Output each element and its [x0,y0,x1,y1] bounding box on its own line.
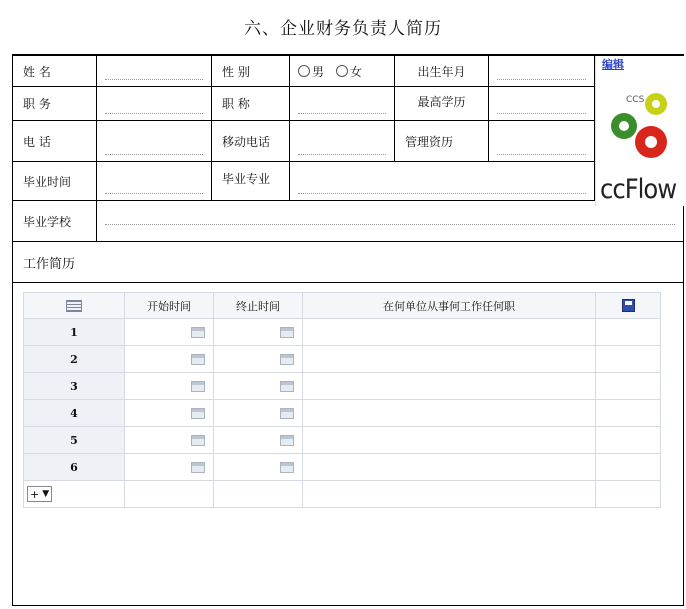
calendar-icon[interactable] [191,462,205,473]
chevron-down-icon: ▼ [42,489,50,499]
form-row-2 [13,87,683,121]
table-save-cell [596,293,661,319]
grad-time-field-cell [97,162,212,200]
col-start-time: 开始时间 [125,293,214,319]
row-number: 5 [24,427,125,454]
grad-time-label: 毕业时间 [13,162,97,200]
mobile-label: 移动电话 [212,121,290,161]
ccflow-logo-text: ccFlow [600,174,677,205]
major-label: 毕业专业 [212,162,290,200]
row-extra-cell [596,319,661,346]
job-title-field[interactable] [298,99,386,114]
position-label: 职 务 [13,87,97,120]
education-field[interactable] [497,99,586,114]
grad-time-field[interactable] [105,179,203,194]
row-number: 4 [24,400,125,427]
school-field[interactable] [105,210,675,225]
col-end-time: 终止时间 [214,293,303,319]
empty-cell [303,481,596,508]
table-row [24,427,661,454]
col-work-unit: 在何单位从事何工作任何职 [303,293,596,319]
work-history-table [23,292,661,508]
table-row [24,373,661,400]
table-menu-cell [24,293,125,319]
calendar-icon[interactable] [191,354,205,365]
gear-red-icon [635,126,667,158]
calendar-icon[interactable] [280,408,294,419]
table-row [24,400,661,427]
add-row-label: + [30,487,40,501]
major-field[interactable] [298,179,586,194]
education-label: 最高学历 [395,87,489,120]
work-unit-cell[interactable] [303,373,596,400]
mobile-field-cell [290,121,395,161]
name-label: 姓 名 [13,56,97,86]
row-extra-cell [596,346,661,373]
table-add-row [24,481,661,508]
end-date-cell[interactable] [214,319,303,346]
calendar-icon[interactable] [280,435,294,446]
calendar-icon[interactable] [191,381,205,392]
empty-cell [125,481,214,508]
row-extra-cell [596,373,661,400]
birth-field-cell [489,56,595,86]
work-history-header [13,242,683,283]
gear-green-icon [611,113,637,139]
start-date-cell[interactable] [125,346,214,373]
end-date-cell[interactable] [214,454,303,481]
job-title-field-cell [290,87,395,120]
row-number: 6 [24,454,125,481]
add-row-cell [24,481,125,508]
calendar-icon[interactable] [280,354,294,365]
work-history-label: 工作简历 [23,256,76,272]
end-date-cell[interactable] [214,373,303,400]
work-unit-cell[interactable] [303,346,596,373]
table-row [24,454,661,481]
row-extra-cell [596,454,661,481]
table-row [24,319,661,346]
major-field-cell [290,162,595,200]
phone-label: 电 话 [13,121,97,161]
empty-cell [214,481,303,508]
resume-form [12,54,684,606]
row-extra-cell [596,427,661,454]
work-unit-cell[interactable] [303,319,596,346]
table-row [24,346,661,373]
table-menu-icon[interactable] [66,300,82,312]
calendar-icon[interactable] [191,327,205,338]
row-number: 3 [24,373,125,400]
form-row-5 [13,201,683,242]
gear-yellow-icon [645,93,667,115]
calendar-icon[interactable] [191,408,205,419]
school-label: 毕业学校 [13,201,97,241]
gender-female-label: 女 [350,64,363,79]
start-date-cell[interactable] [125,454,214,481]
empty-cell [596,481,661,508]
education-field-cell [489,87,595,120]
form-row-1 [13,56,683,87]
form-row-4 [13,162,683,201]
mgmt-field[interactable] [497,140,586,155]
mgmt-label: 管理资历 [395,121,489,161]
end-date-cell[interactable] [214,346,303,373]
row-number: 1 [24,319,125,346]
form-row-3 [13,121,683,162]
end-date-cell[interactable] [214,400,303,427]
gender-female-radio[interactable] [336,65,348,77]
row-number: 2 [24,346,125,373]
phone-field-cell [97,121,212,161]
work-unit-cell[interactable] [303,454,596,481]
end-date-cell[interactable] [214,427,303,454]
work-unit-cell[interactable] [303,400,596,427]
mobile-field[interactable] [298,140,386,155]
birth-field[interactable] [497,65,586,80]
birth-label: 出生年月 [395,56,489,86]
photo-area [595,56,684,206]
logo-small-text: CCS [626,95,645,105]
page-title: 六、企业财务负责人简历 [244,19,442,39]
row-extra-cell [596,400,661,427]
start-date-cell[interactable] [125,427,214,454]
gender-label: 性 别 [212,56,290,86]
position-field[interactable] [105,99,203,114]
work-unit-cell[interactable] [303,427,596,454]
start-date-cell[interactable] [125,400,214,427]
phone-field[interactable] [105,140,203,155]
save-icon[interactable] [622,299,635,312]
gender-options [290,56,395,86]
name-field-cell [97,56,212,86]
add-row-button[interactable] [27,486,52,502]
table-header-row [24,293,661,319]
start-date-cell[interactable] [125,319,214,346]
calendar-icon[interactable] [280,462,294,473]
calendar-icon[interactable] [280,381,294,392]
photo-edit-link[interactable]: 编辑 [602,58,624,71]
name-field[interactable] [105,65,203,80]
gender-male-label: 男 [312,64,325,79]
job-title-label: 职 称 [212,87,290,120]
mgmt-field-cell [489,121,595,161]
ccflow-gears-logo [596,66,684,186]
calendar-icon[interactable] [191,435,205,446]
gender-male-radio[interactable] [298,65,310,77]
position-field-cell [97,87,212,120]
calendar-icon[interactable] [280,327,294,338]
start-date-cell[interactable] [125,373,214,400]
school-field-cell [97,201,683,241]
